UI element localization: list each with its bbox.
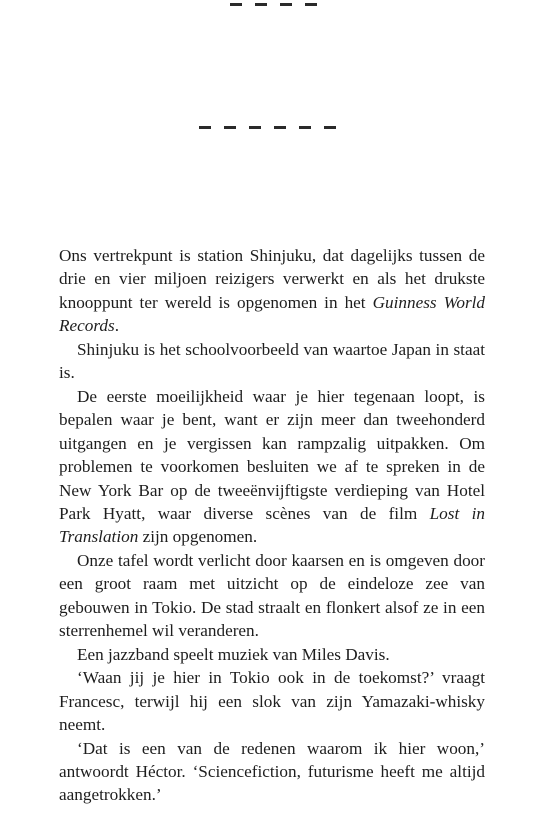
text-run: De eerste moeilijkheid waar je hier tegenaan loopt, is bepalen waar je bent, want er zijn meer dan tweehonderd uitgangen en je vergissen kan rampzalig uitpakken. Om problemen te voorkomen besluiten we af te spreken in de New York Bar op de tweeënvijftigste verdieping van Hotel Park Hyatt, waar diverse scènes van de film xyxy=(59,386,485,523)
dash-mark xyxy=(255,3,267,6)
text-run: Shinjuku is het schoolvoorbeeld van waartoe Japan in staat is. xyxy=(59,339,485,383)
section-ornament-top xyxy=(230,3,317,6)
text-run: zijn opgenomen. xyxy=(138,527,258,547)
paragraph xyxy=(59,737,485,807)
dash-mark xyxy=(249,126,261,129)
paragraph xyxy=(59,385,485,549)
body-text xyxy=(59,244,485,807)
italic-title: Lost in Translation xyxy=(59,503,485,547)
paragraph xyxy=(59,244,485,338)
text-run: ‘Waan jij je hier in Tokio ook in de toekomst?’ vraagt Francesc, terwijl hij een slok van zijn Yamazaki-whisky neemt. xyxy=(59,668,485,735)
text-run: ‘Dat is een van de redenen waarom ik hier woon,’ antwoordt Héctor. ‘Sciencefiction, futurisme heeft me altijd aangetrokken.’ xyxy=(59,738,485,805)
dash-mark xyxy=(305,3,317,6)
dash-mark xyxy=(280,3,292,6)
dash-mark xyxy=(274,126,286,129)
text-run: Ons vertrekpunt is station Shinjuku, dat dagelijks tussen de drie en vier miljoen reizigers verwerkt en als het drukste knooppunt ter wereld is opgenomen in het xyxy=(59,246,485,312)
dash-mark xyxy=(224,126,236,129)
italic-title: Guinness World Records xyxy=(59,292,485,336)
text-run: . xyxy=(114,316,119,336)
paragraph xyxy=(59,643,485,666)
section-ornament-middle xyxy=(199,126,336,129)
paragraph xyxy=(59,549,485,643)
dash-mark xyxy=(299,126,311,129)
text-run: Een jazzband speelt muziek van Miles Davis. xyxy=(77,644,390,664)
dash-mark xyxy=(324,126,336,129)
paragraph xyxy=(59,666,485,736)
dash-mark xyxy=(230,3,242,6)
paragraph xyxy=(59,338,485,385)
dash-mark xyxy=(199,126,211,129)
text-run: Onze tafel wordt verlicht door kaarsen en is omgeven door een groot raam met uitzicht op de eindeloze zee van gebouwen in Tokio. De stad straalt en flonkert alsof ze in een sterrenhemel wil veranderen. xyxy=(59,550,485,641)
